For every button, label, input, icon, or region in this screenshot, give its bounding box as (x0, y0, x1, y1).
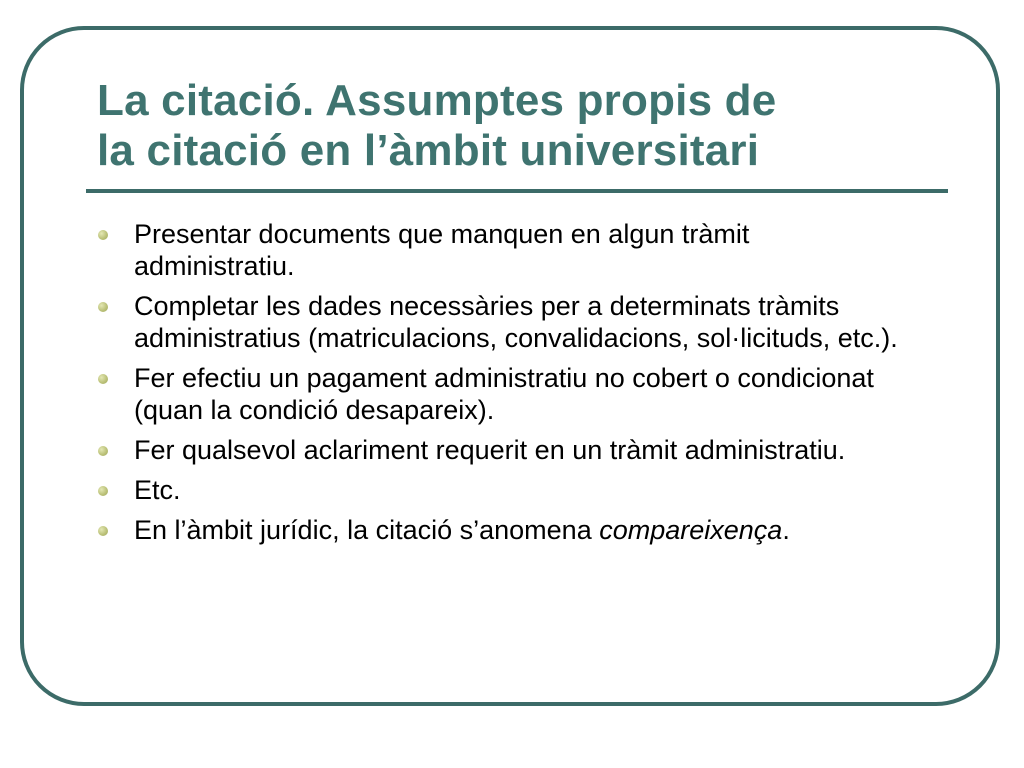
bullet-text: Etc. (134, 475, 181, 505)
bullet-dot-icon (98, 446, 108, 456)
bullet-text-before: En l’àmbit jurídic, la citació s’anomena (134, 515, 600, 545)
bullet-text: Completar les dades necessàries per a determinats tràmits administratius (matriculacions, convalidacions, sol·licituds, etc.). (134, 291, 898, 353)
bullet-text: Presentar documents que manquen en algun tràmit administratiu. (134, 219, 750, 281)
title-line-1: La citació. Assumptes propis de (97, 76, 777, 125)
bullet-list (97, 218, 917, 554)
bullet-item (97, 514, 917, 546)
bullet-text: Fer efectiu un pagament administratiu no cobert o condicionat (quan la condició desapareix). (134, 363, 874, 425)
bullet-dot-icon (98, 230, 108, 240)
bullet-item (97, 474, 917, 506)
bullet-dot-icon (98, 374, 108, 384)
bullet-item (97, 362, 917, 426)
bullet-item (97, 434, 917, 466)
slide-title (97, 76, 957, 176)
bullet-dot-icon (98, 302, 108, 312)
bullet-text-after: . (782, 515, 790, 545)
title-line-2: la citació en l’àmbit universitari (97, 126, 760, 175)
bullet-text: Fer qualsevol aclariment requerit en un tràmit administratiu. (134, 435, 846, 465)
bullet-item (97, 290, 917, 354)
bullet-dot-icon (98, 486, 108, 496)
bullet-text-italic: compareixença (599, 515, 783, 545)
bullet-dot-icon (98, 526, 108, 536)
title-underline (86, 189, 948, 193)
bullet-item (97, 218, 917, 282)
